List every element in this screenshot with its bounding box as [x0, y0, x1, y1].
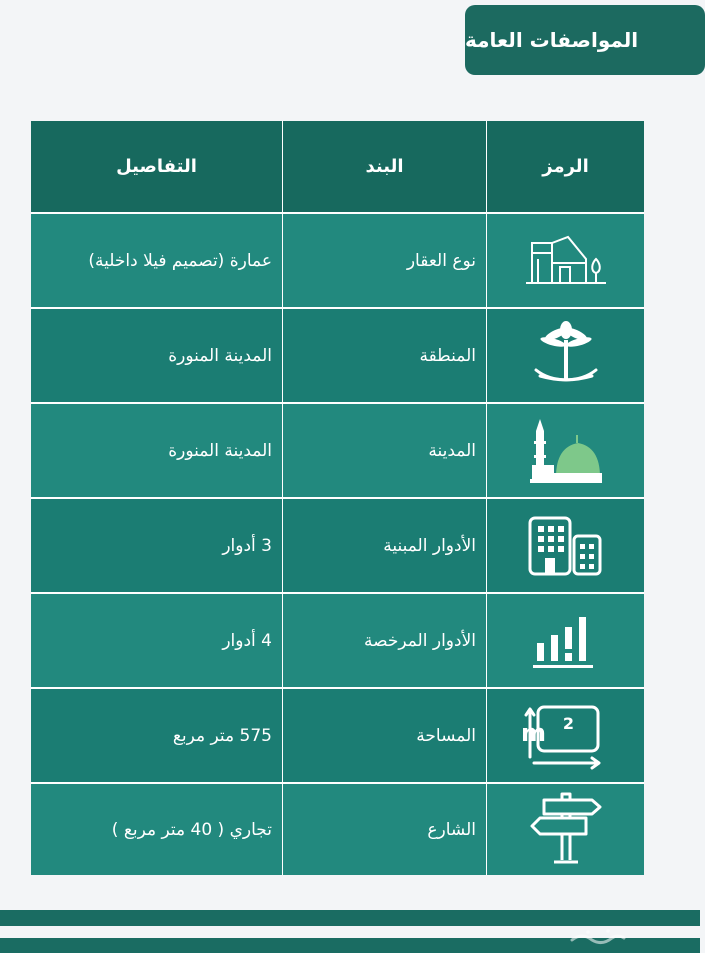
table-row-icon-cell: [487, 689, 644, 782]
row-details-value: 4 أدوار: [222, 630, 272, 651]
table-row-icon-cell: [487, 404, 644, 497]
row-item-label: الأدوار المبنية: [383, 535, 476, 556]
row-item-label: نوع العقار: [406, 250, 476, 271]
bar-chart-icon: [531, 611, 601, 671]
header-symbol: [487, 121, 644, 212]
row-details-value: المدينة المنورة: [168, 345, 272, 366]
watermark-logo: [568, 926, 628, 948]
page-title: [465, 5, 705, 75]
page-title-text: المواصفات العامة: [465, 28, 639, 52]
mosque-icon: [526, 415, 606, 487]
table-row-icon-cell: [487, 309, 644, 402]
table-row-details-cell: [31, 404, 282, 497]
buildings-icon: [526, 514, 606, 578]
row-item-label: الأدوار المرخصة: [363, 630, 476, 651]
table-row-details-cell: [31, 499, 282, 592]
saudi-emblem-icon: [526, 316, 606, 396]
specs-table: [31, 121, 644, 875]
row-item-label: المنطقة: [419, 345, 476, 366]
row-item-label: الشارع: [427, 819, 476, 840]
table-row-details-cell: [31, 784, 282, 875]
table-row-icon-cell: [487, 594, 644, 687]
table-row-icon-cell: [487, 214, 644, 307]
table-row-details-cell: [31, 214, 282, 307]
table-row-icon-cell: [487, 784, 644, 875]
signpost-icon: [526, 792, 606, 868]
row-details-value: 575 متر مربع: [172, 725, 272, 746]
row-details-value: 3 أدوار: [222, 535, 272, 556]
table-row-item-cell: [283, 404, 486, 497]
area-m2-icon: [520, 701, 608, 771]
row-details-value: تجاري ( 40 متر مربع ): [111, 819, 272, 840]
table-row-item-cell: [283, 309, 486, 402]
table-row-icon-cell: [487, 499, 644, 592]
svg-text:2: 2: [562, 713, 574, 733]
header-symbol-label: الرمز: [542, 156, 589, 177]
table-row-item-cell: [283, 214, 486, 307]
building-type-icon: [524, 233, 608, 289]
table-row-item-cell: [283, 689, 486, 782]
header-details-label: التفاصيل: [116, 156, 197, 177]
row-item-label: المساحة: [416, 725, 476, 746]
table-row-item-cell: [283, 594, 486, 687]
table-row-details-cell: [31, 309, 282, 402]
row-item-label: المدينة: [428, 440, 476, 461]
svg-text:m: m: [520, 718, 546, 747]
header-item: [283, 121, 486, 212]
footer-band: [0, 910, 700, 926]
table-row-item-cell: [283, 784, 486, 875]
table-row-details-cell: [31, 594, 282, 687]
table-row-item-cell: [283, 499, 486, 592]
row-details-value: المدينة المنورة: [168, 440, 272, 461]
row-details-value: عمارة (تصميم فيلا داخلية): [88, 250, 272, 271]
header-item-label: البند: [365, 156, 404, 177]
table-row-details-cell: [31, 689, 282, 782]
header-details: [31, 121, 282, 212]
